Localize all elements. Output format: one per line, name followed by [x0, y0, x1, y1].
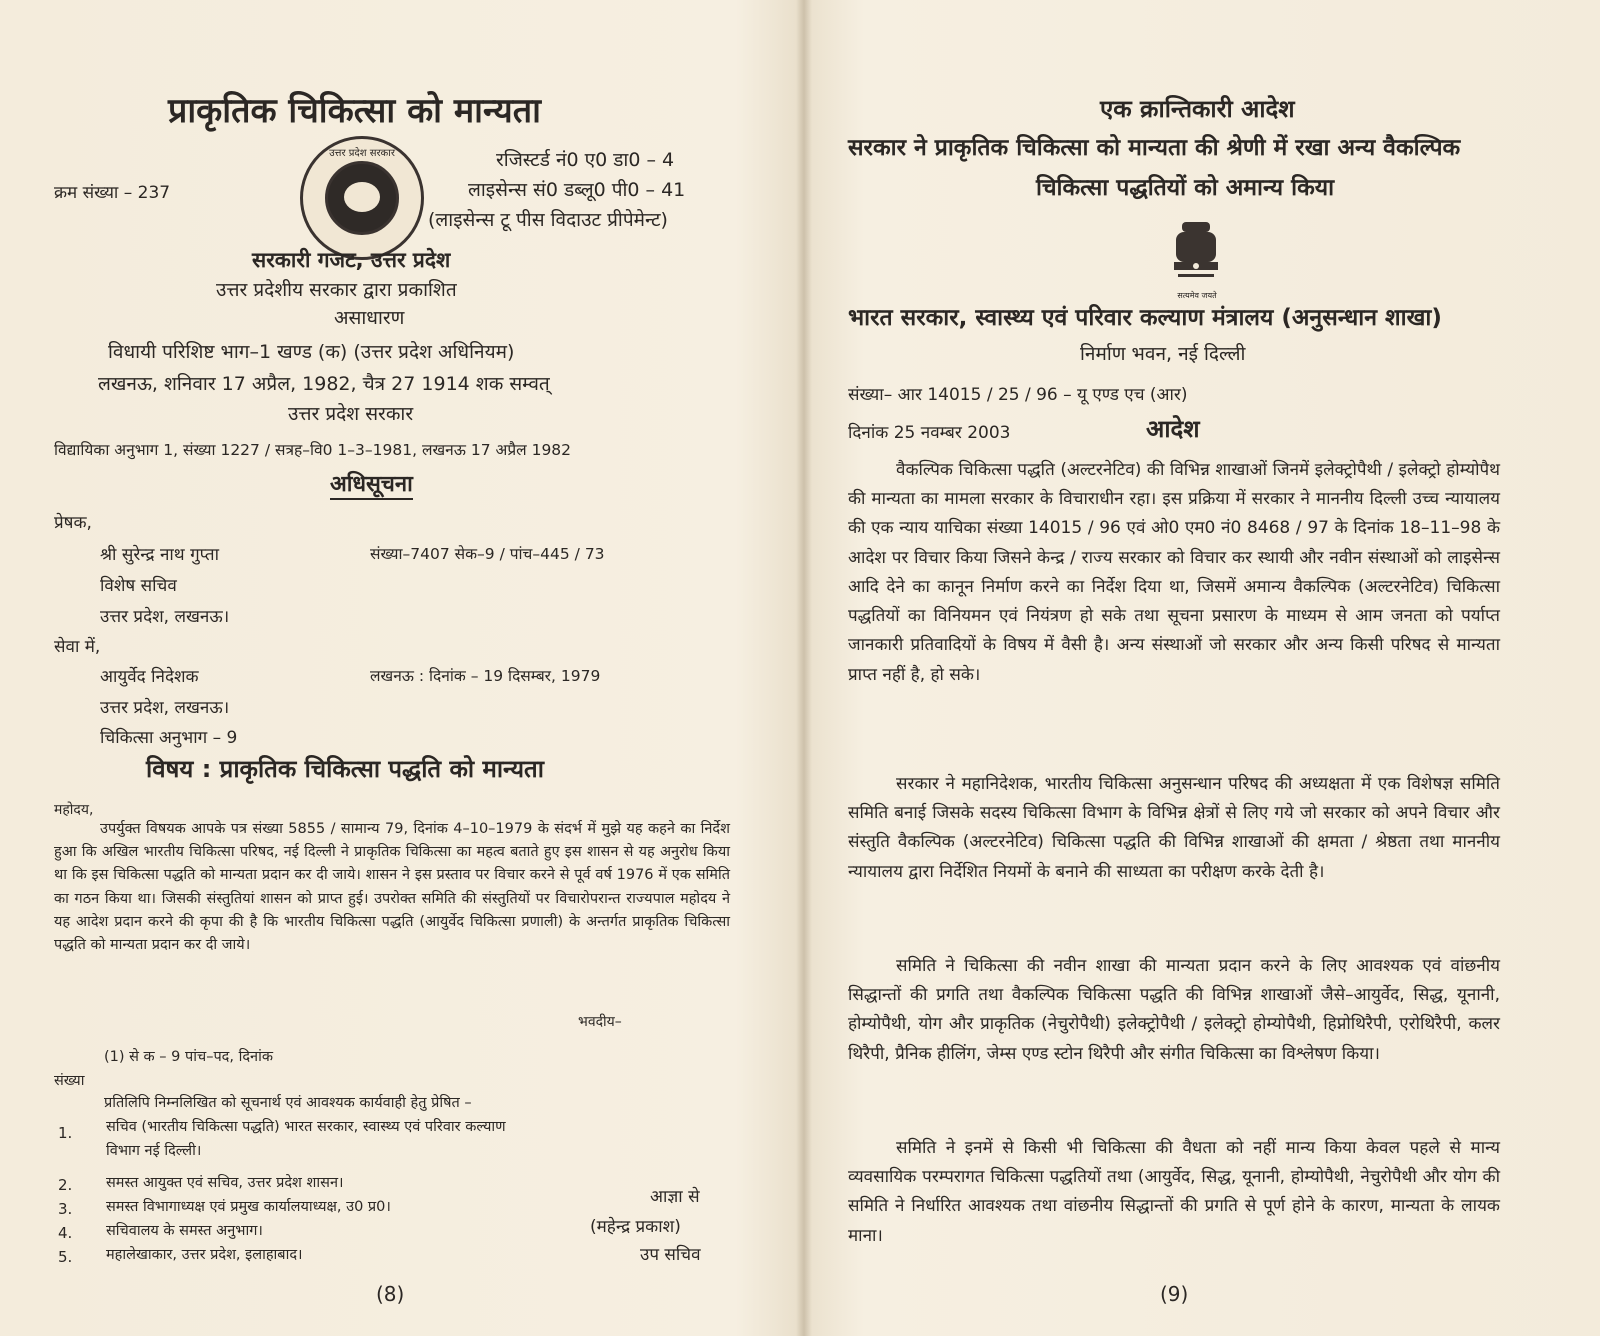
recipient-section: चिकित्सा अनुभाग – 9 — [100, 728, 238, 748]
copy-number-3: 3. — [58, 1200, 73, 1218]
by-order: आज्ञा से — [650, 1187, 700, 1207]
page-number-9: (9) — [1160, 1282, 1189, 1306]
ministry-name: भारत सरकार, स्वास्थ्य एवं परिवार कल्याण मंत्रालय (अनुसन्धान शाखा) — [848, 305, 1442, 331]
copy-number-5: 5. — [58, 1248, 73, 1266]
recipient-place: उत्तर प्रदेश, लखनऊ। — [100, 698, 230, 718]
copy-item-1: सचिव (भारतीय चिकित्सा पद्धति) भारत सरकार, स्वास्थ्य एवं परिवार कल्याण — [106, 1119, 506, 1135]
subject-line: विषय : प्राकृतिक चिकित्सा पद्धति को मान्यता — [146, 755, 544, 783]
national-emblem-icon — [1168, 218, 1224, 288]
copy-item-4: सचिवालय के समस्त अनुभाग। — [106, 1223, 263, 1239]
letter-number: संख्या–7407 सेक–9 / पांच–445 / 73 — [370, 545, 605, 563]
copy-item-5: महालेखाकार, उत्तर प्रदेश, इलाहाबाद। — [106, 1247, 303, 1263]
copy-number-1: 1. — [58, 1124, 73, 1142]
license-note: (लाइसेन्स टू पीस विदाउट प्रीपेमेन्ट) — [428, 209, 668, 231]
order-paragraph-2: सरकार ने महानिदेशक, भारतीय चिकित्सा अनुसन्धान परिषद की अध्यक्षता में एक विशेषज्ञ समिति समिति बनाई जिसके सदस्य चिकित्सा विभाग के विभिन्न क्षेत्रों से लिए गये जो सरकार को अपने विचार और संस्तुति वैकल्पिक (अल्टरनेटिव) चिकित्सा पद्धति की विभिन्न शाखाओं की क्षमता / श्रेष्ठता तथा माननीय न्यायालय द्वारा निर्देशित नियमों के बनाने की साध्यता का परीक्षण करके देती है। — [848, 774, 1500, 882]
copy-number-4: 4. — [58, 1224, 73, 1242]
order-paragraph-4: समिति ने इनमें से किसी भी चिकित्सा की वैधता को नहीं मान्य किया केवल पहले से मान्य व्यवसायिक परम्परागत चिकित्सा पद्धतियों तथा (आयुर्वेद, सिद्ध, यूनानी, होम्योपैथी, नेचुरोपैथी और योग की समिति ने निर्धारित आवश्यक तथा वांछनीय सिद्धान्तों की प्रगति से पूर्ण होने के कारण, मान्यता के लायक माना। — [848, 1138, 1500, 1246]
letter-date: लखनऊ : दिनांक – 19 दिसम्बर, 1979 — [370, 667, 601, 685]
part-line: विधायी परिशिष्ट भाग–1 खण्ड (क) (उत्तर प्रदेश अधिनियम) — [108, 341, 515, 363]
order-number: संख्या– आर 14015 / 25 / 96 – यू एण्ड एच (आर) — [848, 385, 1188, 405]
government-label: उत्तर प्रदेश सरकार — [288, 403, 414, 425]
sender-label: प्रेषक, — [54, 513, 92, 533]
signatory-name: (महेन्द्र प्रकाश) — [590, 1217, 681, 1237]
left-page-title: प्राकृतिक चिकित्सा को मान्यता — [168, 91, 541, 131]
emblem-motto: सत्यमेव जयते — [1177, 291, 1217, 300]
recipient-label: सेवा में, — [54, 637, 101, 657]
reference-label: संख्या — [54, 1073, 85, 1089]
copy-item-1-cont: विभाग नई दिल्ली। — [106, 1143, 202, 1159]
registered-number: रजिस्टर्ड नं0 ए0 डा0 – 4 — [496, 149, 675, 171]
reference-line: (1) से क – 9 पांच–पद, दिनांक — [104, 1049, 273, 1065]
notification-heading: अधिसूचना — [330, 468, 413, 500]
sender-place: उत्तर प्रदेश, लखनऊ। — [100, 607, 230, 627]
sender-post: विशेष सचिव — [100, 576, 177, 596]
yours-faithfully: भवदीय– — [578, 1014, 622, 1030]
publisher-line: उत्तर प्रदेशीय सरकार द्वारा प्रकाशित — [216, 279, 457, 301]
order-title: आदेश — [1146, 415, 1200, 443]
right-heading-1: एक क्रान्तिकारी आदेश — [1100, 95, 1295, 123]
building-name: निर्माण भवन, नई दिल्ली — [1080, 343, 1246, 365]
right-heading-2: सरकार ने प्राकृतिक चिकित्सा को मान्यता की श्रेणी में रखा अन्य वैकल्पिक — [848, 135, 1461, 161]
seal-text: उत्तर प्रदेश सरकार — [329, 148, 395, 159]
right-heading-3: चिकित्सा पद्धतियों को अमान्य किया — [1036, 175, 1335, 201]
order-paragraph-3: समिति ने चिकित्सा की नवीन शाखा की मान्यता प्रदान करने के लिए आवश्यक एवं वांछनीय सिद्धान्तों की प्रगति तथा वैकल्पिक चिकित्सा पद्धति की विभिन्न शाखाओं जैसे–आयुर्वेद, सिद्ध, यूनानी, होम्योपैथी, योग और प्राकृतिक (नेचुरोपैथी) इलेक्ट्रोपैथी / इलेक्ट्रो होम्योपैथी, हिप्नोथिरैपी, एरोथिरैपी, कलर थिरैपी, प्रैनिक हीलिंग, जेम्स एण्ड स्टोन थिरैपी और संगीत चिकित्सा का विश्लेषण किया। — [848, 956, 1500, 1064]
serial-number: क्रम संख्या – 237 — [54, 183, 171, 203]
gazette-name: सरकारी गजट, उत्तर प्रदेश — [252, 248, 451, 272]
copy-number-2: 2. — [58, 1176, 73, 1194]
sender-name: श्री सुरेन्द्र नाथ गुप्ता — [100, 545, 219, 565]
order-date: दिनांक 25 नवम्बर 2003 — [848, 423, 1011, 443]
salutation: महोदय, — [54, 802, 94, 818]
letter-body: उपर्युक्त विषयक आपके पत्र संख्या 5855 / सामान्य 79, दिनांक 4–10–1979 के संदर्भ में मुझे यह कहने का निर्देश हुआ कि अखिल भारतीय चिकित्सा परिषद, नई दिल्ली ने प्राकृतिक चिकित्सा का महत्व बताते हुए इस शासन से यह अनुरोध किया था कि इस चिकित्सा पद्धति को मान्यता प्रदान कर दी जाये। शासन ने इस प्रस्ताव पर विचार करने से पूर्व वर्ष 1976 में एक समिति का गठन किया था। जिसकी संस्तुतियां शासन को प्राप्त हुई। उपरोक्त समिति की संस्तुतियों पर विचारोपरान्त राज्यपाल महोदय ने यह आदेश प्रदान करने की कृपा की है कि भारतीय चिकित्सा पद्धति (आयुर्वेद चिकित्सा प्रणाली) के अन्तर्गत प्राकृतिक चिकित्सा पद्धति को मान्यता प्रदान कर दी जाये। — [54, 821, 730, 953]
recipient-name: आयुर्वेद निदेशक — [100, 667, 199, 687]
section-line: विद्यायिका अनुभाग 1, संख्या 1227 / सत्रह–वि0 1–3–1981, लखनऊ 17 अप्रैल 1982 — [54, 441, 572, 459]
order-paragraph-1: वैकल्पिक चिकित्सा पद्धति (अल्टरनेटिव) की विभिन्न शाखाओं जिनमें इलेक्ट्रोपैथी / इलेक्ट्रो होम्योपैथ की मान्यता का मामला सरकार के विचाराधीन रहा। इस प्रक्रिया में सरकार ने माननीय दिल्ली उच्च न्यायालय की एक न्याय याचिका संख्या 14015 / 96 एवं ओ0 एम0 नं0 8468 / 97 के दिनांक 18–11–98 के आदेश पर विचार किया जिसने केन्द्र / राज्य सरकार को विचार कर स्थायी और नवीन संस्थाओं को लाइसेन्स आदि देने का कानून निर्माण करने का निर्देश दिया था, जिसमें अमान्य वैकल्पिक (अल्टरनेटिव) चिकित्सा पद्धतियों का विनियमन एवं नियंत्रण हो सके तथा सूचना प्रसारण के माध्यम से आम जनता को पर्याप्त जानकारी प्रतिवादियों के विषय में वैसी है। अन्य संस्थाओं जो सरकार और अन्य किसी परिषद से मान्यता प्राप्त नहीं है, हो सके। — [848, 460, 1500, 685]
page-number-8: (8) — [376, 1282, 405, 1306]
seal-emblem-icon — [325, 161, 399, 235]
extraordinary-label: असाधारण — [334, 307, 405, 329]
copy-item-2: समस्त आयुक्त एवं सचिव, उत्तर प्रदेश शासन। — [106, 1175, 344, 1191]
gazette-date-line: लखनऊ, शनिवार 17 अप्रैल, 1982, चैत्र 27 1914 शक सम्वत् — [98, 373, 550, 395]
copy-line: प्रतिलिपि निम्नलिखित को सूचनार्थ एवं आवश्यक कार्यवाही हेतु प्रेषित – — [104, 1095, 472, 1111]
copy-item-3: समस्त विभागाध्यक्ष एवं प्रमुख कार्यालयाध्यक्ष, उ0 प्र0। — [106, 1199, 391, 1215]
signatory-post: उप सचिव — [640, 1245, 701, 1265]
license-number: लाइसेन्स सं0 डब्लू0 पी0 – 41 — [468, 179, 686, 201]
up-government-seal — [300, 136, 424, 260]
